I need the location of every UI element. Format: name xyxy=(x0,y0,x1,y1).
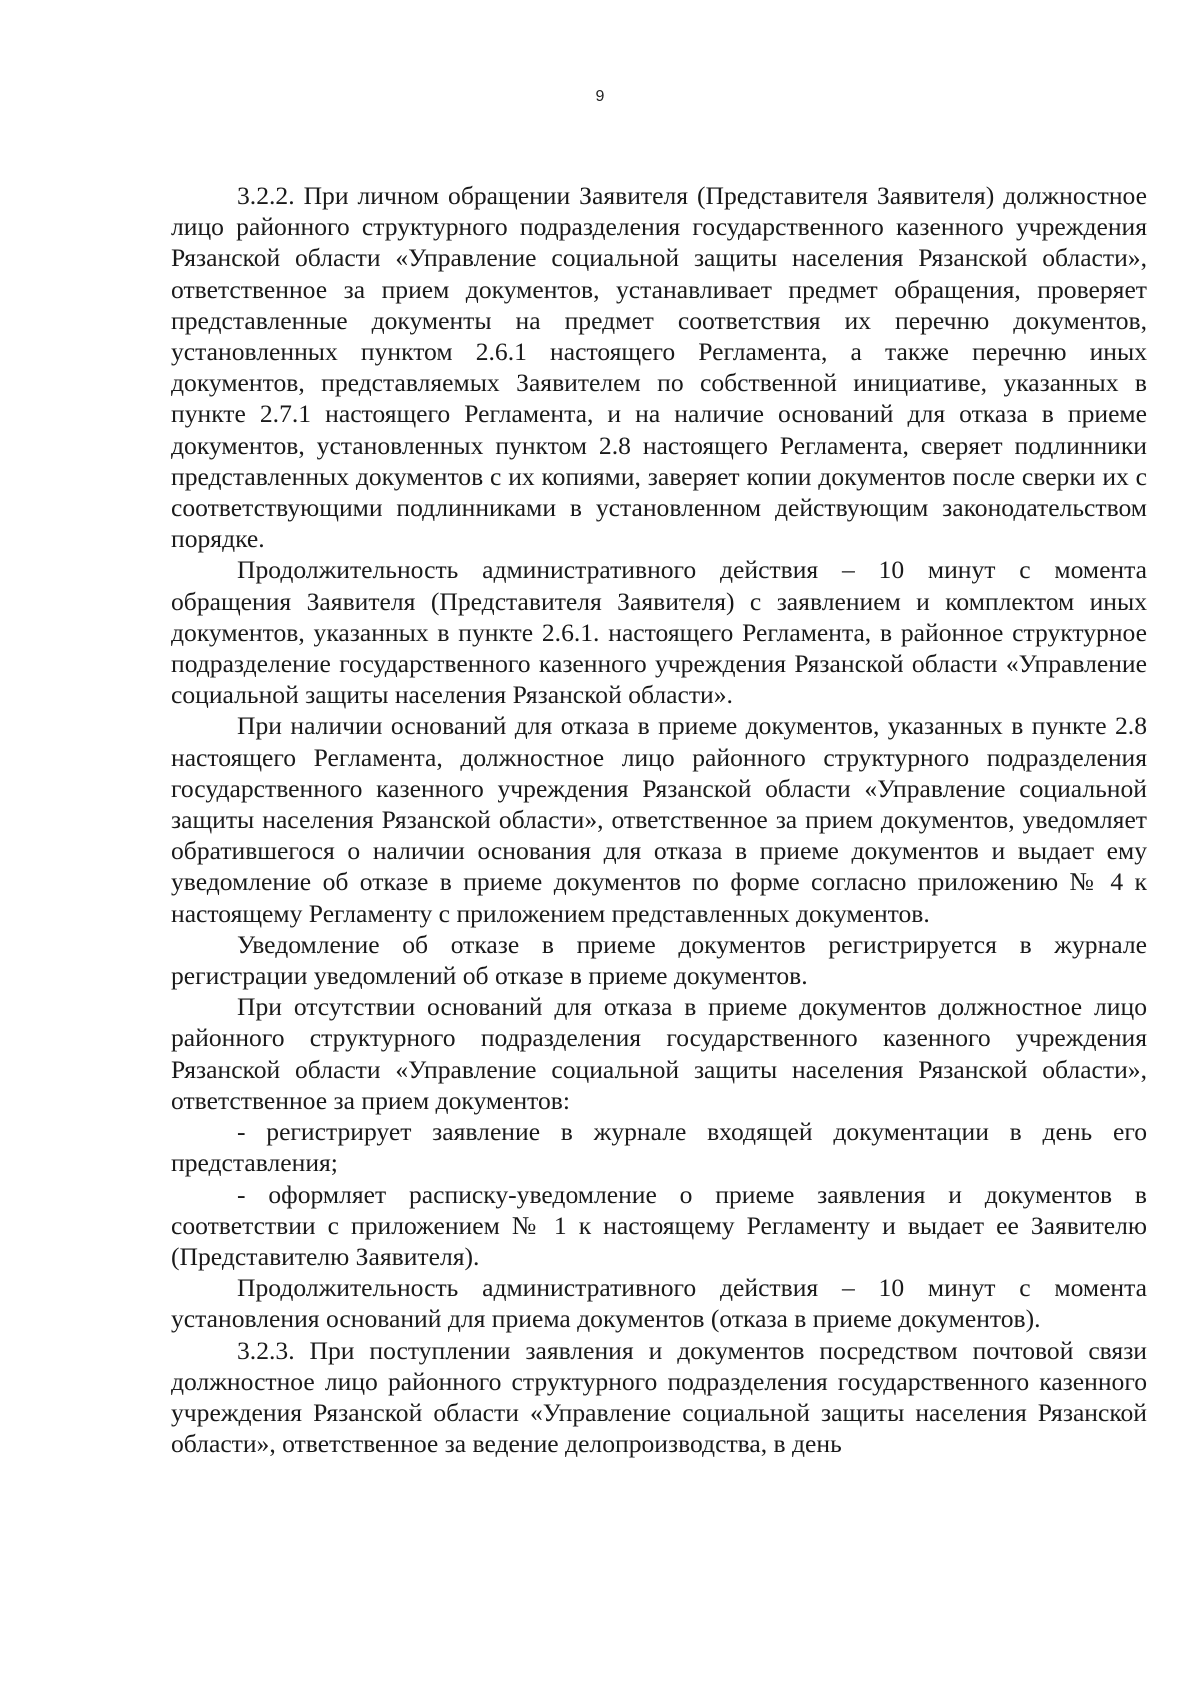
list-item-issue-receipt: - оформляет расписку-уведомление о приеме заявления и документов в соответствии с приложением № 1 к настоящему Регламенту и выдает ее Заявителю (Представителю Заявителя). xyxy=(171,1179,1147,1271)
page-number: 9 xyxy=(595,88,605,105)
paragraph-refusal-grounds: При наличии оснований для отказа в приеме документов, указанных в пункте 2.8 настоящего Регламента, должностное лицо районного структурного подразделения государственного казенного учреждения Рязанской области «Управление социальной защиты населения Рязанской области», ответственное за прием документов, уведомляет обратившегося о наличии основания для отказа в приеме документов и выдает ему уведомление об отказе в приеме документов по форме согласно приложению № 4 к настоящему Регламенту с приложением представленных документов. xyxy=(171,711,1147,928)
document-body xyxy=(171,180,1147,1459)
paragraph-3-2-3: 3.2.3. При поступлении заявления и документов посредством почтовой связи должностное лицо районного структурного подразделения государственного казенного учреждения Рязанской области «Управление социальной защиты населения Рязанской области», ответственное за ведение делопроизводства, в день xyxy=(171,1335,1147,1459)
paragraph-no-refusal-grounds: При отсутствии оснований для отказа в приеме документов должностное лицо районного структурного подразделения государственного казенного учреждения Рязанской области «Управление социальной защиты населения Рязанской области», ответственное за прием документов: xyxy=(171,992,1147,1115)
paragraph-duration-1: Продолжительность административного действия – 10 минут с момента обращения Заявителя (Представителя Заявителя) с заявлением и комплектом иных документов, указанных в пункте 2.6.1. настоящего Регламента, в районное структурное подразделение государственного казенного учреждения Рязанской области «Управление социальной защиты населения Рязанской области». xyxy=(171,555,1147,710)
paragraph-duration-2: Продолжительность административного действия – 10 минут с момента установления оснований для приема документов (отказа в приеме документов). xyxy=(171,1273,1147,1334)
list-item-register-application: - регистрирует заявление в журнале входящей документации в день его представления; xyxy=(171,1117,1147,1178)
paragraph-3-2-2: 3.2.2. При личном обращении Заявителя (Представителя Заявителя) должностное лицо районного структурного подразделения государственного казенного учреждения Рязанской области «Управление социальной защиты населения Рязанской области», ответственное за прием документов, устанавливает предмет обращения, проверяет представленные документы на предмет соответствия их перечню документов, установленных пунктом 2.6.1 настоящего Регламента, а также перечню иных документов, представляемых Заявителем по собственной инициативе, указанных в пункте 2.7.1 настоящего Регламента, и на наличие оснований для отказа в приеме документов, установленных пунктом 2.8 настоящего Регламента, сверяет подлинники представленных документов с их копиями, заверяет копии документов после сверки их с соответствующими подлинниками в установленном действующим законодательством порядке. xyxy=(171,181,1147,554)
paragraph-refusal-registration: Уведомление об отказе в приеме документов регистрируется в журнале регистрации уведомлений об отказе в приеме документов. xyxy=(171,929,1147,991)
